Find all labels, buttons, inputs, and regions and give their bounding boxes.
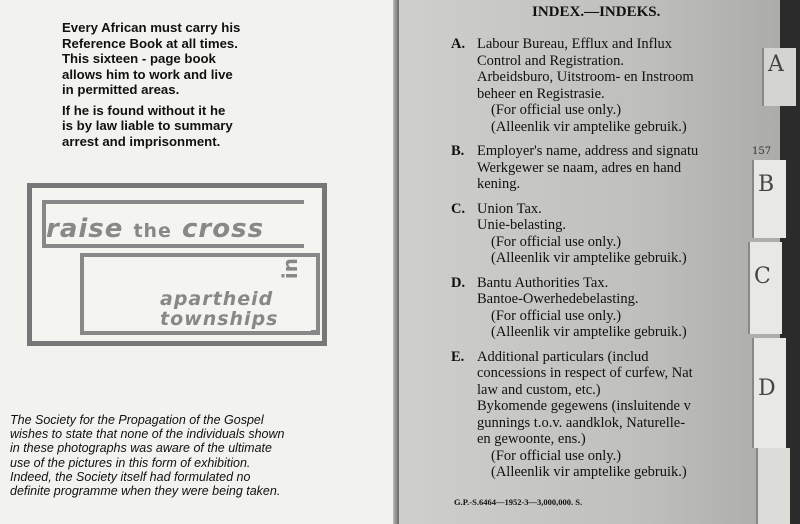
entry-line: Bantu Authorities Tax. (477, 274, 609, 291)
tab-b[interactable]: B (752, 160, 786, 238)
entry-body (477, 349, 771, 481)
notice-paragraph-2: If he is found without it he is by law liable to summary arrest and imprisonment. (62, 102, 233, 149)
entry-letter: A. (451, 36, 466, 52)
entry-note: (For official use only.) (491, 233, 622, 250)
entry-body (477, 143, 771, 193)
entry-letter: D. (451, 274, 466, 291)
entry-line: beheer en Registrasie. (477, 85, 605, 102)
entry-line: Werkgewer se naam, adres en hand (477, 159, 682, 176)
tab-c[interactable]: C (748, 242, 782, 334)
entry-note: (For official use only.) (491, 307, 622, 324)
entry-line: Employer's name, address and signatu (477, 143, 699, 159)
index-entry (451, 143, 771, 193)
entry-note: (Alleenlik vir amptelike gebruik.) (491, 118, 687, 135)
stamp-headline: raise the cross (46, 214, 265, 244)
index-entry (451, 201, 771, 267)
entry-line: Bantoe-Owerhedebelasting. (477, 291, 639, 307)
entry-line: Control and Registration. (477, 52, 624, 69)
stamp-dot (311, 330, 316, 335)
print-footer: G.P.-S.6464—1952-3—3,000,000. S. (454, 497, 583, 507)
entry-note: (Alleenlik vir amptelike gebruik.) (491, 250, 687, 266)
entry-body (477, 275, 771, 341)
entry-line: law and custom, etc.) (477, 381, 601, 398)
entry-letter: E. (451, 348, 465, 365)
handwritten-mark: 157 (752, 146, 772, 157)
entry-note: (For official use only.) (491, 447, 622, 464)
entry-body (477, 201, 771, 267)
left-page (0, 0, 393, 524)
society-disclaimer: The Society for the Propagation of the Gospel wishes to state that none of the individuals shown in these photographs was aware of the ultimate use of the pictures in this form of exhibition. Indeed, the Society itself had formulated no definite programme when they were being taken. (10, 413, 285, 499)
entry-line: kening. (477, 176, 521, 192)
stamp-in: in (278, 258, 302, 280)
index-title: INDEX.—INDEKS. (532, 4, 661, 20)
notice-paragraph-1: Every African must carry his Reference Book at all times. This sixteen - page book allows him to work and live in permitted areas. (62, 20, 241, 97)
stamp-apartheid: apartheid (160, 288, 274, 310)
entry-note: (Alleenlik vir amptelike gebruik.) (491, 464, 687, 480)
entry-line: Bykomende gegewens (insluitende v (477, 398, 691, 414)
entry-line: gunnings t.o.v. aandklok, Naturelle- (477, 414, 686, 431)
entry-line: en gewoonte, ens.) (477, 431, 586, 447)
tab-a[interactable]: A (762, 48, 796, 106)
entry-note: (Alleenlik vir amptelike gebruik.) (491, 324, 687, 340)
raise-the-cross-stamp (27, 183, 327, 346)
entry-note: (For official use only.) (491, 102, 622, 118)
entry-line: Union Tax. (477, 200, 542, 217)
entry-line: Arbeidsburo, Uitstroom- en Instroom (477, 69, 694, 85)
entry-line: concessions in respect of curfew, Nat (477, 365, 693, 381)
entry-line: Labour Bureau, Efflux and Influx (477, 36, 673, 52)
entry-letter: C. (451, 200, 466, 217)
tab-e[interactable] (756, 448, 790, 524)
entry-letter: B. (451, 143, 465, 159)
stamp-townships: townships (160, 308, 279, 330)
right-page (399, 0, 800, 524)
index-entry (451, 36, 771, 135)
entry-body (477, 36, 771, 135)
entry-line: Unie-belasting. (477, 217, 566, 233)
index-entries (451, 36, 771, 489)
index-entry (451, 349, 771, 481)
tab-d[interactable]: D (752, 338, 786, 448)
pass-law-notice (62, 20, 292, 154)
index-entry (451, 275, 771, 341)
entry-line: Additional particulars (includ (477, 348, 649, 365)
